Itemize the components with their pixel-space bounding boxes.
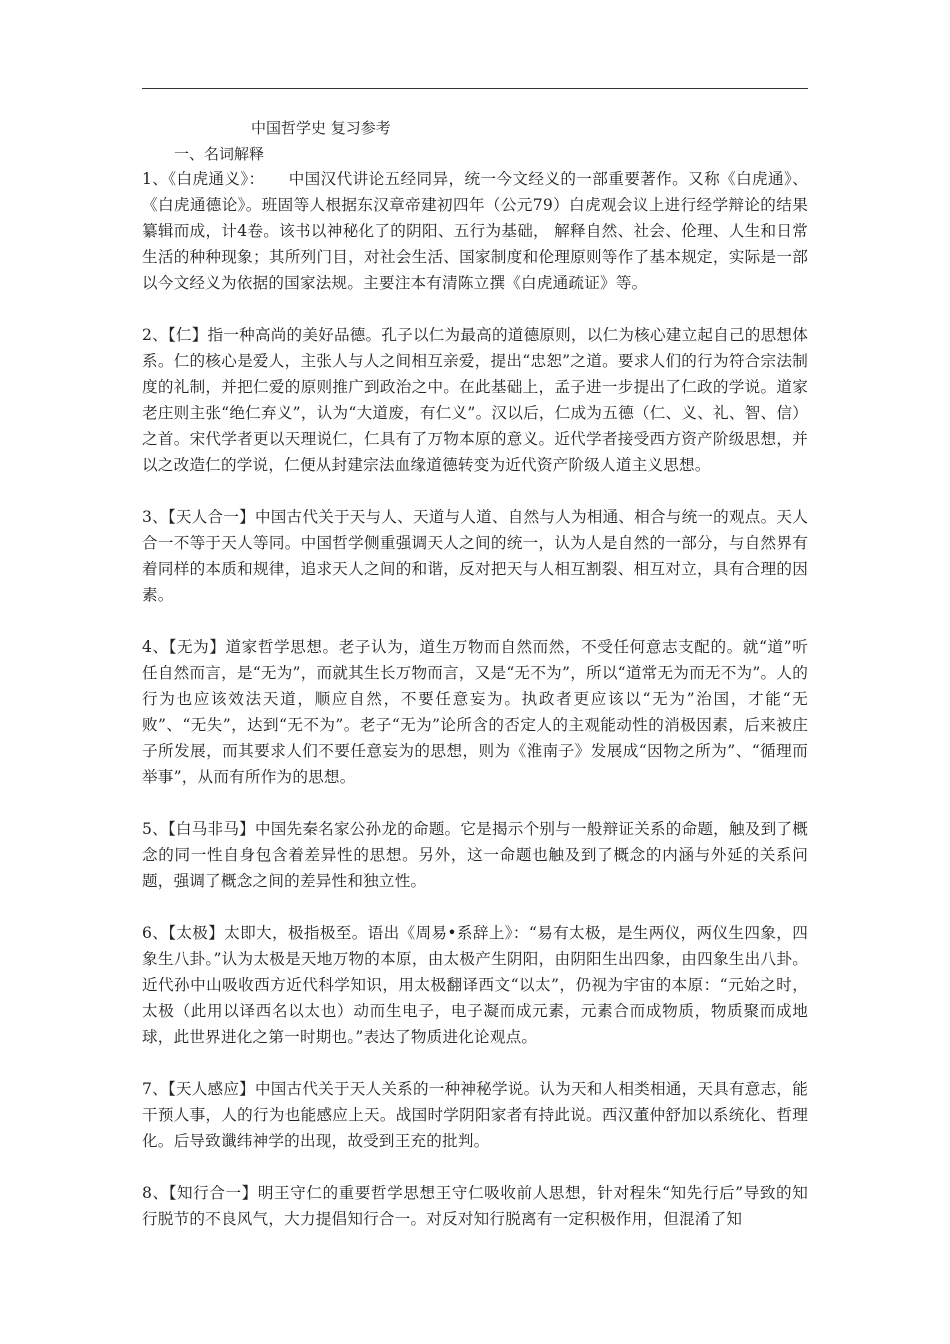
entry-bai-ma-fei-ma: 5、【白马非马】中国先秦名家公孙龙的命题。它是揭示个别与一般辩证关系的命题，触及到了概念的同一性自身包含着差异性的思想。另外，这一命题也触及到了概念的内涵与外延的关系问题，强调了概念之间的差异性和独立性。 bbox=[142, 820, 808, 890]
entry-tai-ji: 6、【太极】太即大，极指极至。语出《周易•系辞上》：“易有太极，是生两仪，两仪生四象，四象生八卦。”认为太极是天地万物的本原，由太极产生阴阳，由阴阳生出四象，由四象生出八卦。近代孙中山吸收西方近代科学知识，用太极翻译西文“以太”，仍视为宇宙的本原：“元始之时，太极（此用以译西名以太也）动而生电子，电子凝而成元素，元素合而成物质，物质聚而成地球，此世界进化之第一时期也。”表达了物质进化论观点。 bbox=[142, 924, 808, 1046]
entry-wu-wei: 4、【无为】道家哲学思想。老子认为，道生万物而自然而然，不受任何意志支配的。就“道”听任自然而言，是“无为”，而就其生长万物而言，又是“无不为”，所以“道常无为而无不为”。人的行为也应该效法天道，顺应自然，不要任意妄为。执政者更应该以“无为”治国，才能“无败”、“无失”，达到“无不为”。老子“无为”论所含的否定人的主观能动性的消极因素，后来被庄子所发展，而其要求人们不要任意妄为的思想，则为《淮南子》发展成“因物之所为”、“循理而举事”，从而有所作为的思想。 bbox=[142, 638, 808, 786]
entry-tian-ren-he-yi: 3、【天人合一】中国古代关于天与人、天道与人道、自然与人为相通、相合与统一的观点。天人合一不等于天人等同。中国哲学侧重强调天人之间的统一，认为人是自然的一部分，与自然界有着同样的本质和规律，追求天人之间的和谐，反对把天与人相互割裂、相互对立，具有合理的因素。 bbox=[142, 508, 808, 604]
section-heading: 一、名词解释 bbox=[174, 145, 265, 163]
document-title: 中国哲学史 复习参考 bbox=[251, 119, 391, 137]
term-definitions bbox=[142, 166, 808, 1232]
entry-zhi-xing-he-yi: 8、【知行合一】明王守仁的重要哲学思想王守仁吸收前人思想，针对程朱“知先行后”导致的知行脱节的不良风气，大力提倡知行合一。对反对知行脱离有一定积极作用，但混淆了知 bbox=[142, 1184, 808, 1228]
header-rule bbox=[142, 88, 808, 89]
entry-tian-ren-gan-ying: 7、【天人感应】中国古代关于天人关系的一种神秘学说。认为天和人相类相通，天具有意志，能干预人事，人的行为也能感应上天。战国时学阴阳家者有持此说。西汉董仲舒加以系统化、哲理化。后导致谶纬神学的出现，故受到王充的批判。 bbox=[142, 1080, 808, 1150]
entry-ren: 2、【仁】指一种高尚的美好品德。孔子以仁为最高的道德原则，以仁为核心建立起自己的思想体系。仁的核心是爱人，主张人与人之间相互亲爱，提出“忠恕”之道。要求人们的行为符合宗法制度的礼制，并把仁爱的原则推广到政治之中。在此基础上，孟子进一步提出了仁政的学说。道家老庄则主张“绝仁弃义”，认为“大道废，有仁义”。汉以后，仁成为五德（仁、义、礼、智、信）之首。宋代学者更以天理说仁，仁具有了万物本原的意义。近代学者接受西方资产阶级思想，并以之改造仁的学说，仁便从封建宗法血缘道德转变为近代资产阶级人道主义思想。 bbox=[142, 326, 808, 474]
entry-bai-hu-tong-yi: 1、《白虎通义》： 中国汉代讲论五经同异，统一今文经义的一部重要著作。又称《白虎通》、《白虎通德论》。班固等人根据东汉章帝建初四年（公元79）白虎观会议上进行经学辩论的结果纂辑而成，计4卷。该书以神秘化了的阴阳、五行为基础， 解释自然、社会、伦理、人生和日常生活的种种现象；其所列门目，对社会生活、国家制度和伦理原则等作了基本规定，实际是一部以今文经义为依据的国家法规。主要注本有清陈立撰《白虎通疏证》等。 bbox=[142, 170, 808, 292]
